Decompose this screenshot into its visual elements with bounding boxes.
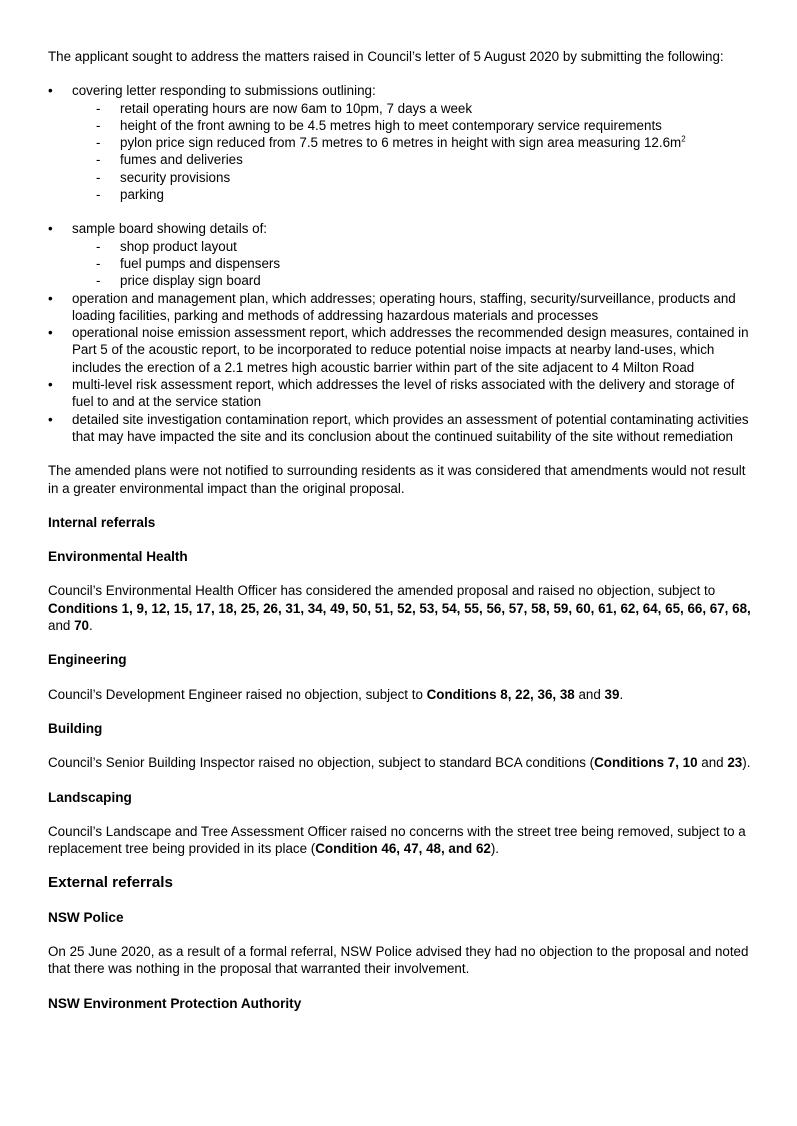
bullet-marker: • (48, 221, 53, 237)
bullet-item: • operational noise emission assessment report, which addresses the recommended design measures, contained in Part 5 of the acoustic report, to be incorporated to reduce potential noise impacts at nearby land-uses, which includes the erection of a 2.1 metres high acoustic barrier within part of the site adjacent to 4 Milton Road (48, 325, 749, 375)
bullet-marker: • (48, 290, 53, 306)
sub-item: - security provisions (96, 169, 231, 185)
nsw-police-paragraph: On 25 June 2020, as a result of a formal referral, NSW Police advised they had no objection to the proposal and noted that there was nothing in the proposal that warranted their involvement. (48, 943, 749, 977)
bullet-item: • operation and management plan, which addresses; operating hours, staffing, security/surveillance, products and loading facilities, parking and methods of addressing hazardous materials and processes (48, 290, 736, 323)
landscaping-paragraph: Council’s Landscape and Tree Assessment Officer raised no concerns with the street tree being removed, subject to a replacement tree being provided in its place (Condition 46, 47, 48, and 62). (48, 823, 746, 857)
bullet-sample-board: • sample board showing details of: (48, 221, 268, 237)
sub-item: - retail operating hours are now 6am to 10pm, 7 days a week (96, 100, 473, 116)
env-health-heading: Environmental Health (48, 549, 188, 565)
bullet-covering-letter: • covering letter responding to submissions outlining: (48, 83, 376, 99)
engineering-paragraph: Council’s Development Engineer raised no objection, subject to Conditions 8, 22, 36, 38 and 39. (48, 686, 624, 702)
building-paragraph: Council’s Senior Building Inspector raised no objection, subject to standard BCA conditions (Conditions 7, 10 and 23). (48, 755, 751, 771)
bullet-marker: • (48, 377, 53, 393)
sub-item: - fumes and deliveries (96, 152, 243, 168)
epa-heading: NSW Environment Protection Authority (48, 995, 302, 1011)
sub-item: - fuel pumps and dispensers (96, 255, 281, 271)
intro-paragraph: The applicant sought to address the matters raised in Council’s letter of 5 August 2020 by submitting the following: (48, 49, 724, 64)
sub-item: - pylon price sign reduced from 7.5 metres to 6 metres in height with sign area measuring $12.6m^2$ (96, 134, 686, 151)
engineering-heading: Engineering (48, 652, 127, 668)
env-health-paragraph: Council’s Environmental Health Officer has considered the amended proposal and raised no objection, subject to Conditions 1, 9, 12, 15, 17, 18, 25, 26, 31, 34, 49, 50, 51, 52, 53, 54, 55, 56, 57, 58, 59, 60, 61, 62, 64, 65, 66, 67, 68, and 70. (48, 583, 751, 634)
sub-item: - height of the front awning to be 4.5 metres high to meet contemporary service requirements (96, 117, 662, 133)
sub-item: - shop product layout (96, 238, 237, 254)
sub-item: - parking (96, 187, 164, 203)
sub-item: - price display sign board (96, 273, 261, 289)
bullet-marker: • (48, 411, 53, 427)
building-heading: Building (48, 720, 103, 736)
document-page (48, 48, 758, 1012)
bullet-marker: • (48, 325, 53, 341)
bullet-item: • multi-level risk assessment report, which addresses the level of risks associated with the delivery and storage of fuel to and at the service station (48, 377, 735, 410)
superscript: 2 (681, 134, 686, 144)
bullet-item: • detailed site investigation contamination report, which provides an assessment of potential contaminating activities that may have impacted the site and its conclusion about the continued suitability of the site without remediation (48, 411, 749, 444)
external-referrals-heading: External referrals (48, 874, 173, 892)
bullet-marker: • (48, 83, 53, 99)
internal-referrals-heading: Internal referrals (48, 514, 156, 530)
amended-paragraph: The amended plans were not notified to surrounding residents as it was considered that amendments would not result in a greater environmental impact than the original proposal. (48, 463, 746, 496)
landscaping-heading: Landscaping (48, 789, 132, 805)
nsw-police-heading: NSW Police (48, 909, 124, 925)
